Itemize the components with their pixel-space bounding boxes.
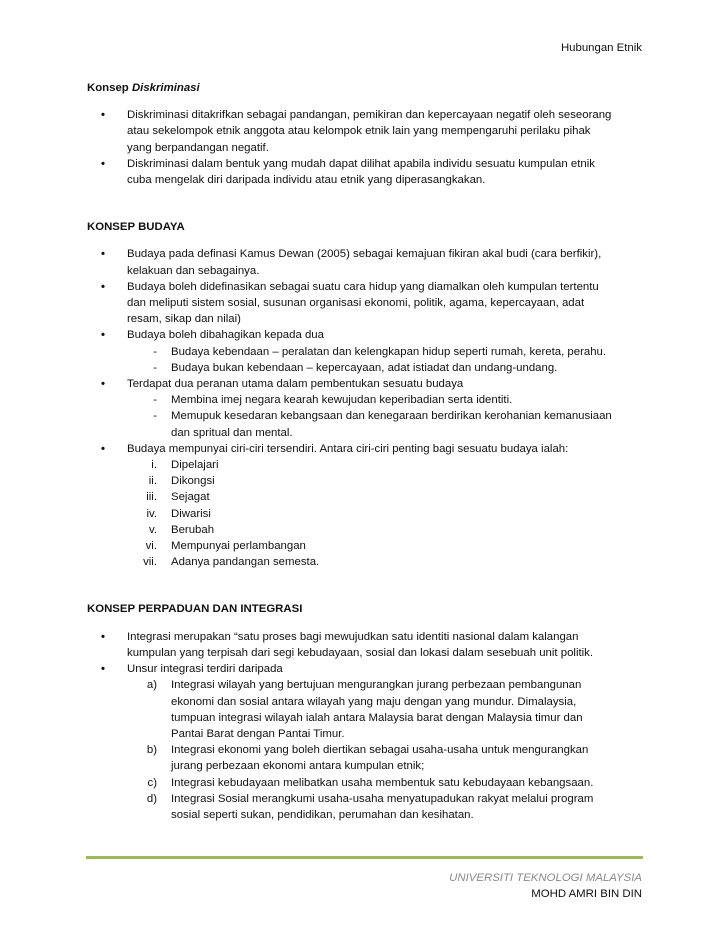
sub-list-item [127,742,642,774]
sub-list-marker: a) [146,679,157,692]
section-heading [87,601,642,617]
bullet-text-line: Diskriminasi ditakrifkan sebagai pandangan, pemikiran dan kepercayaan negatif oleh seseorang [127,109,612,122]
bullet-list [87,107,642,188]
sub-list-text-line: tumpuan integrasi wilayah ialah antara Malaysia barat dengan Malaysia timur dan [171,711,583,724]
sub-list-marker: - [153,394,157,407]
sub-list-text-line: ekonomi dan sosial antara wilayah yang maju dengan yang mundur. Dimalaysia, [171,695,577,708]
bullet-marker: • [101,663,105,676]
sub-list-marker: iv. [146,507,157,520]
section [87,80,642,188]
bullet-item [87,279,642,328]
bullet-item [87,107,642,156]
bullet-marker: • [101,378,105,391]
sub-list-marker: ii. [148,475,157,488]
bullet-text-line: Budaya boleh dibahagikan kepada dua [127,329,324,342]
bullet-item [87,376,642,441]
bullet-item [87,441,642,571]
sub-list-text-line: jurang perbezaan ekonomi antara kumpulan etnik; [171,760,425,773]
bullet-item [87,661,642,823]
bullet-list [87,246,642,570]
sub-list-text-line: Pantai Barat dengan Pantai Timur. [171,727,345,740]
sub-list [127,677,642,823]
sub-list-item [127,554,642,570]
footer-rule [86,856,643,859]
bullet-list [87,629,642,823]
section [87,601,642,823]
sub-list-marker: - [153,410,157,423]
sub-list-text-line: Sejagat [171,491,210,504]
bullet-item [87,156,642,188]
sub-list-marker: vii. [143,556,157,569]
document-body [87,80,642,854]
section-heading-emphasis: Diskriminasi [131,82,200,94]
sub-list-text-line: Membina imej negara kearah kewujudan keperibadian serta identiti. [171,394,513,407]
section-heading [87,80,642,96]
bullet-item [87,327,642,376]
bullet-text-line: Budaya pada definasi Kamus Dewan (2005) sebagai kemajuan fikiran akal budi (cara berfikir), [127,248,602,261]
sub-list-text-line: Berubah [171,523,215,536]
sub-list-text-line: Integrasi ekonomi yang boleh diertikan sebagai usaha-usaha untuk mengurangkan [171,744,589,757]
sub-list-text-line: Dipelajari [171,459,219,472]
section [87,219,642,570]
bullet-text-line: Integrasi merupakan “satu proses bagi mewujudkan satu identiti nasional dalam kalangan [127,630,579,643]
sub-list-text-line: Dikongsi [171,475,215,488]
sub-list-item [127,392,642,408]
bullet-text-line: kelakuan dan sebagainya. [127,264,260,277]
bullet-marker: • [101,248,105,261]
sub-list-marker: c) [147,776,157,789]
sub-list-marker: - [153,345,157,358]
bullet-item [87,246,642,278]
sub-list-text-line: Budaya kebendaan – peralatan dan kelengkapan hidup seperti rumah, kereta, perahu. [171,345,607,358]
sub-list-marker: v. [148,523,157,536]
sub-list-text-line: Mempunyai perlambangan [171,540,306,553]
sub-list [127,344,642,376]
sub-list-item [127,457,642,473]
bullet-marker: • [101,109,105,122]
sub-list-item [127,360,642,376]
sub-list-item [127,408,642,440]
sub-list-text-line: Integrasi kebudayaan melibatkan usaha membentuk satu kebudayaan kebangsaan. [171,776,594,789]
sub-list-item [127,506,642,522]
sub-list-marker: i. [151,459,157,472]
bullet-text-line: dan meliputi sistem sosial, susunan organisasi ekonomi, politik, agama, kepercayaan, adat [127,297,585,310]
sub-list-text-line: Budaya bukan kebendaan – kepercayaan, adat istiadat dan undang-undang. [171,361,558,374]
running-header: Hubungan Etnik [560,42,642,54]
sub-list [127,392,642,441]
sub-list-marker: d) [146,792,157,805]
sub-list-marker: b) [146,744,157,757]
sub-list-text-line: Memupuk kesedaran kebangsaan dan kenegaraan berdirikan kerohanian kemanusiaan [171,410,612,423]
sub-list-item [127,473,642,489]
sub-list-text-line: Adanya pandangan semesta. [171,556,320,569]
section-heading-text: Konsep [87,82,132,94]
bullet-text-line: Budaya mempunyai ciri-ciri tersendiri. Antara ciri-ciri penting bagi sesuatu budaya ialah: [127,442,569,455]
sub-list-marker: - [153,361,157,374]
section-heading [87,219,642,235]
bullet-marker: • [101,329,105,342]
sub-list-item [127,489,642,505]
sub-list-text-line: Diwarisi [171,507,211,520]
bullet-text-line: Diskriminasi dalam bentuk yang mudah dapat dilihat apabila individu sesuatu kumpulan etnik [127,157,595,170]
bullet-text-line: Budaya boleh didefinasikan sebagai suatu cara hidup yang diamalkan oleh kumpulan tertentu [127,280,599,293]
section-heading-text: KONSEP PERPADUAN DAN INTEGRASI [87,603,303,616]
bullet-text-line: resam, sikap dan nilai) [127,313,241,326]
sub-list-text-line: sosial seperti sukan, pendidikan, perumahan dan kesihatan. [171,808,474,821]
sub-list-item [127,791,642,823]
footer-university: UNIVERSITI TEKNOLOGI MALAYSIA [449,872,642,884]
sub-list-text-line: dan spritual dan mental. [171,426,293,439]
sub-list-marker: iii. [146,491,157,504]
sub-list-marker: vi. [145,540,157,553]
sub-list-item [127,538,642,554]
bullet-marker: • [101,630,105,643]
bullet-marker: • [101,442,105,455]
sub-list-item [127,677,642,742]
sub-list [127,457,642,570]
bullet-text-line: kumpulan yang terpisah dari segi kebudayaan, sosial dan lokasi dalam sesebuah unit politik. [127,646,594,659]
sub-list-text-line: Integrasi Sosial merangkumi usaha-usaha menyatupadukan rakyat melalui program [171,792,594,805]
sub-list-item [127,522,642,538]
bullet-item [87,629,642,661]
bullet-text-line: Terdapat dua peranan utama dalam pembentukan sesuatu budaya [127,378,464,391]
bullet-text-line: yang berpandangan negatif. [127,141,269,154]
bullet-text-line: cuba mengelak diri daripada individu atau etnik yang diperasangkakan. [127,174,486,187]
sub-list-item [127,344,642,360]
bullet-text-line: Unsur integrasi terdiri daripada [127,663,283,676]
bullet-marker: • [101,157,105,170]
section-heading-text: KONSEP BUDAYA [87,221,185,234]
bullet-marker: • [101,280,105,293]
footer-author: MOHD AMRI BIN DIN [531,888,642,900]
bullet-text-line: atau sekelompok etnik anggota atau kelompok etnik lain yang mempengaruhi perilaku pihak [127,125,591,138]
sub-list-item [127,775,642,791]
sub-list-text-line: Integrasi wilayah yang bertujuan mengurangkan jurang perbezaan pembangunan [171,679,582,692]
